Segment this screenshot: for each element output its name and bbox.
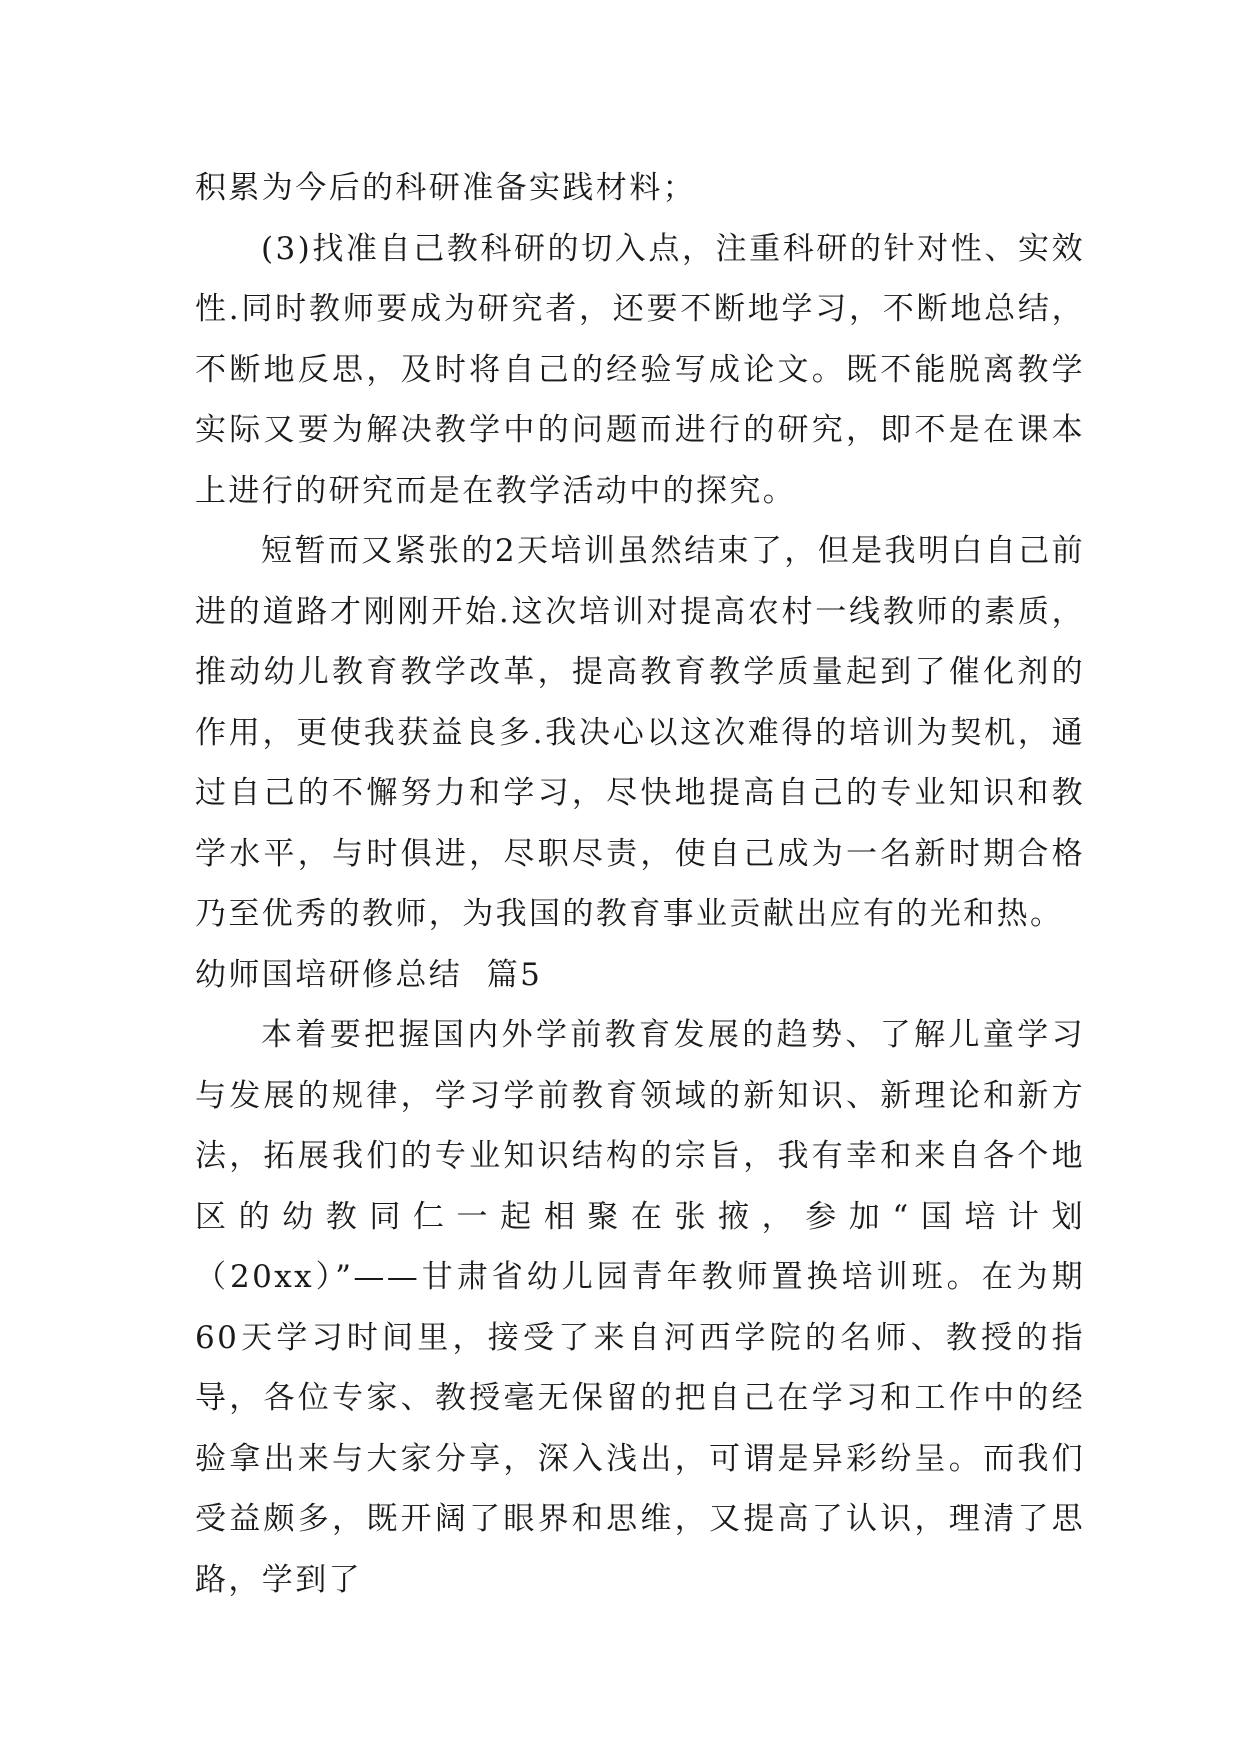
- paragraph-research-point: (3)找准自己教科研的切入点，注重科研的针对性、实效性.同时教师要成为研究者，还要不断地学习，不断地总结，不断地反思，及时将自己的经验写成论文。既不能脱离教学实际又要为解决教学中的问题而进行的研究，即不是在课本上进行的研究而是在教学活动中的探究。: [195, 230, 1085, 509]
- paragraph-training-conclusion: 短暂而又紧张的2天培训虽然结束了，但是我明白自己前进的道路才刚刚开始.这次培训对提高农村一线教师的素质，推动幼儿教育教学改革，提高教育教学质量起到了催化剂的作用，更使我获益良多.我决心以这次难得的培训为契机，通过自己的不懈努力和学习，尽快地提高自己的专业知识和教学水平，与时俱进，尽职尽责，使自己成为一名新时期合格乃至优秀的教师，为我国的教育事业贡献出应有的光和热。: [195, 533, 1085, 932]
- paragraph-continuation: 积累为今后的科研准备实践材料；: [195, 170, 696, 206]
- document-body: [195, 158, 1085, 1610]
- section-heading: 幼师国培研修总结 篇5: [195, 956, 543, 993]
- paragraph-section5-intro: 本着要把握国内外学前教育发展的趋势、了解儿童学习与发展的规律，学习学前教育领域的新知识、新理论和新方法，拓展我们的专业知识结构的宗旨，我有幸和来自各个地区的幼教同仁一起相聚在张掖，参加“国培计划（20xx）”——甘肃省幼儿园青年教师置换培训班。在为期60天学习时间里，接受了来自河西学院的名师、教授的指导，各位专家、教授毫无保留的把自己在学习和工作中的经验拿出来与大家分享，深入浅出，可谓是异彩纷呈。而我们受益颇多，既开阔了眼界和思维，又提高了认识，理清了思路，学到了: [195, 1017, 1085, 1598]
